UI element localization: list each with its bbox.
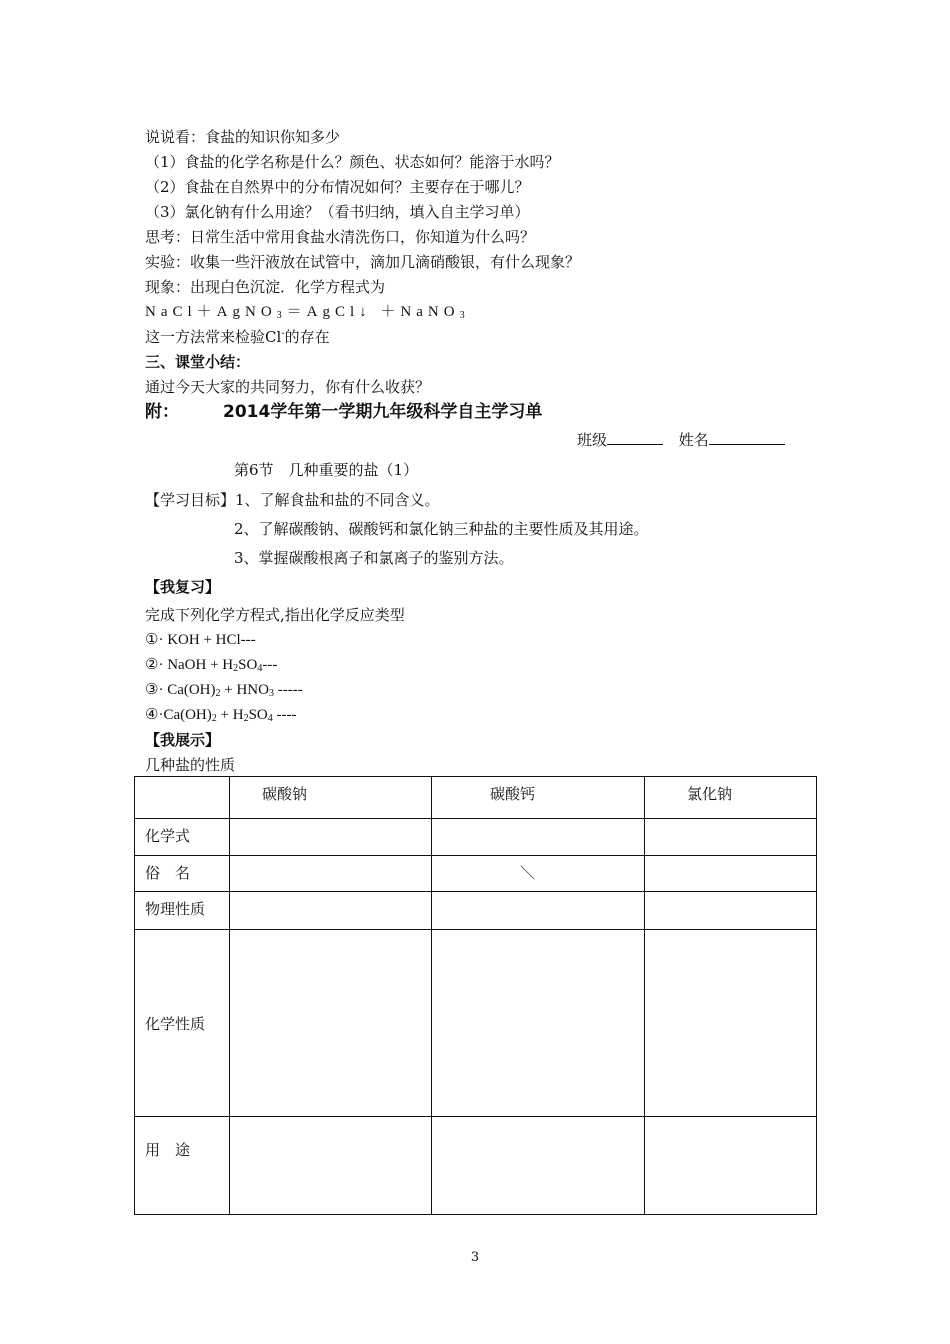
table-row	[135, 819, 817, 856]
review-equation-2: ②· NaOH + $H_2SO_4---$	[145, 657, 278, 674]
answer-cell[interactable]	[432, 819, 645, 856]
answer-cell[interactable]	[230, 856, 432, 892]
row-label: 化学性质	[135, 930, 230, 1117]
answer-cell[interactable]	[432, 1117, 645, 1215]
review-equation-3: ③· $Ca(OH)_2 + HNO_3$ -----	[145, 682, 303, 699]
display-heading: 【我展示】	[145, 731, 221, 749]
table-header-row	[135, 777, 817, 819]
question-1: （1）食盐的化学名称是什么？颜色、状态如何？能溶于水吗？	[145, 153, 560, 171]
section-title: 第6节 几种重要的盐（1）	[234, 461, 419, 479]
review-equation-1: ①· KOH + HCl---	[145, 632, 256, 648]
class-name-fields	[577, 430, 785, 450]
answer-cell[interactable]	[645, 930, 817, 1117]
nacl-agno3-equation: NaCl＋AgNO$_3$＝AgCl↓ ＋NaNO$_3$	[145, 304, 470, 321]
name-blank[interactable]	[709, 430, 785, 445]
goal-1: 1、了解食盐和盐的不同含义。	[235, 491, 440, 509]
class-label: 班级	[577, 431, 608, 449]
answer-cell[interactable]	[230, 892, 432, 930]
question-2: （2）食盐在自然界中的分布情况如何？主要存在于哪儿？	[145, 178, 530, 196]
table-row	[135, 856, 817, 892]
answer-cell[interactable]	[645, 1117, 817, 1215]
answer-cell[interactable]	[230, 1117, 432, 1215]
not-applicable-mark: ＼	[432, 856, 645, 892]
learning-goals	[145, 490, 440, 510]
summary-text: 通过今天大家的共同努力，你有什么收获？	[145, 378, 431, 396]
row-label: 化学式	[135, 819, 230, 856]
answer-cell[interactable]	[645, 819, 817, 856]
question-3: （3）氯化钠有什么用途？（看书归纳，填入自主学习单）	[145, 203, 530, 221]
table-row	[135, 892, 817, 930]
corner-cell	[135, 777, 230, 819]
appendix-title: 附： 2014学年第一学期九年级科学自主学习单	[145, 402, 543, 422]
chloride-detection-note: 这一方法常来检验Cl-的存在	[145, 328, 330, 346]
summary-heading: 三、课堂小结：	[145, 353, 251, 371]
goal-2: 2、了解碳酸钠、碳酸钙和氯化钠三种盐的主要性质及其用途。	[234, 520, 649, 538]
page-number: 3	[470, 1250, 480, 1265]
column-header: 碳酸钠	[230, 777, 432, 819]
review-instruction: 完成下列化学方程式,指出化学反应类型	[145, 606, 405, 624]
row-label: 用 途	[135, 1117, 230, 1215]
answer-cell[interactable]	[230, 819, 432, 856]
review-heading: 【我复习】	[145, 578, 221, 596]
row-label: 物理性质	[135, 892, 230, 930]
answer-cell[interactable]	[230, 930, 432, 1117]
intro-heading: 说说看：食盐的知识你知多少	[145, 128, 341, 146]
think-prompt: 思考：日常生活中常用食盐水清洗伤口，你知道为什么吗？	[145, 228, 536, 246]
table-caption: 几种盐的性质	[145, 756, 236, 774]
phenomenon-text: 现象：出现白色沉淀．化学方程式为	[145, 278, 386, 296]
column-header: 氯化钠	[645, 777, 817, 819]
answer-cell[interactable]	[432, 930, 645, 1117]
goals-label: 【学习目标】	[145, 491, 236, 509]
table-row	[135, 1117, 817, 1215]
goal-3: 3、掌握碳酸根离子和氯离子的鉴别方法。	[234, 549, 514, 567]
answer-cell[interactable]	[645, 892, 817, 930]
row-label: 俗 名	[135, 856, 230, 892]
column-header: 碳酸钙	[432, 777, 645, 819]
table-row	[135, 930, 817, 1117]
salt-properties-table	[134, 776, 817, 1215]
class-blank[interactable]	[607, 430, 663, 445]
experiment-prompt: 实验：收集一些汗液放在试管中，滴加几滴硝酸银，有什么现象？	[145, 253, 581, 271]
answer-cell[interactable]	[432, 892, 645, 930]
name-label: 姓名	[678, 431, 709, 449]
answer-cell[interactable]	[645, 856, 817, 892]
review-equation-4: $④\cdot Ca(OH)_2 + H_2SO_4$ ----	[145, 707, 297, 724]
